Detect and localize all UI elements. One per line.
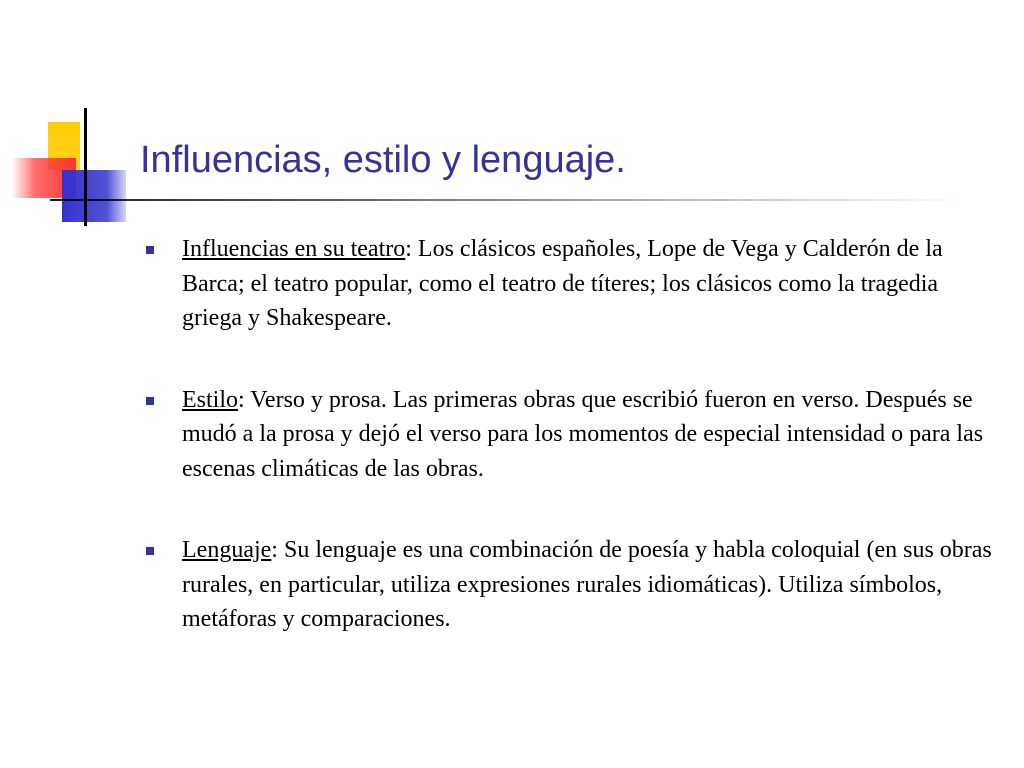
- square-bullet-icon: [146, 246, 154, 254]
- bullet-text: Los clásicos españoles, Lope de Vega y Calderón de la Barca; el teatro popular, como el teatro de títeres; los clásicos como la tragedia griega y Shakespeare.: [182, 236, 943, 331]
- decor-vertical-line: [84, 108, 87, 226]
- bullet-term: Estilo: [182, 386, 239, 413]
- slide-title: Influencias, estilo y lenguaje.: [140, 139, 626, 181]
- title-decoration: [0, 0, 1024, 240]
- bullet-term: Lenguaje: [182, 537, 272, 563]
- square-bullet-icon: [146, 547, 154, 555]
- bullet-lenguaje: [146, 533, 996, 637]
- bullet-separator: :: [238, 386, 245, 413]
- decor-horizontal-line: [50, 199, 970, 201]
- bullet-list: [146, 232, 996, 684]
- bullet-estilo: [146, 383, 996, 487]
- bullet-separator: :: [405, 236, 412, 262]
- bullet-text: Su lenguaje es una combinación de poesía y habla coloquial (en sus obras rurales, en particular, utiliza expresiones rurales idiomáticas). Utiliza símbolos, metáforas y comparaciones.: [182, 537, 992, 632]
- square-bullet-icon: [146, 397, 154, 405]
- bullet-influencias: [146, 232, 996, 336]
- decor-blue-square: [62, 170, 126, 222]
- bullet-text: Verso y prosa. Las primeras obras que escribió fueron en verso. Después se mudó a la prosa y dejó el verso para los momentos de especial intensidad o para las escenas climáticas de las obras.: [182, 386, 984, 482]
- bullet-separator: :: [271, 537, 278, 563]
- bullet-term: Influencias en su teatro: [182, 236, 406, 262]
